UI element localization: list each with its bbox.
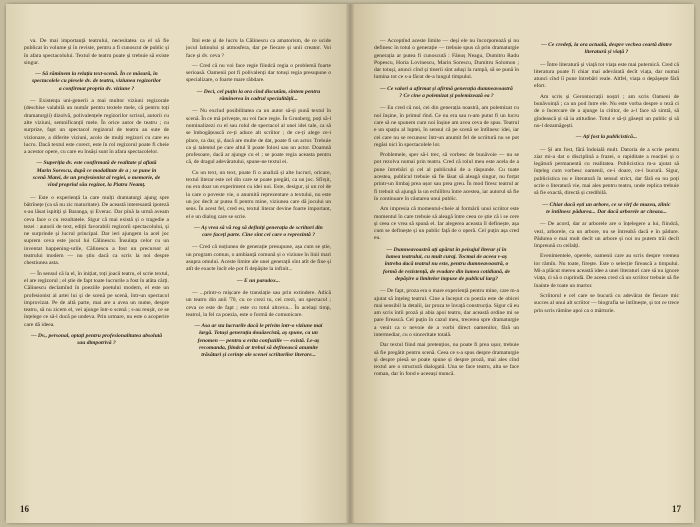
interview-answer-paragraph: Îmi este și de lucru la Călinescu ca amatorism, de ce ucide jocul latinului și atmosfera, dar pe fiecare și unii creator. Voi face și dv. ceva ? (186, 38, 331, 59)
left-page (6, 4, 350, 523)
interview-question: — Ați fost la publicistică... (575, 134, 638, 141)
interview-answer-paragraph: Evenimentele, operele, oamenii care au scris despre vremea lor rămîn. Nu toate, firește. Este o selecție firească a timpului. Mi-a plăcut mereu această idee a unei literaturi care să nu ignore viața, ci să o cuprindă. De aceea cred că un scriitor trebuie să fie înainte de toate un martor. (534, 253, 679, 289)
page-number-left: 16 (20, 504, 29, 514)
left-page-column-1 (24, 38, 169, 498)
interview-answer-paragraph: — De acord, dar ar arborele are o înțelegere a lui, fiindcă, vezi, arborele, ca un arbore, nu se întreabă dacă e în pădure. Pădurea e mai mult decît un arbore și noi nu putem trăi decît împreună cu ceilalți. (534, 221, 679, 250)
interview-answer-paragraph: — Cred că noțiunea de generație presupune, așa cum se știe, un program comun, o ambianță comună și o viziune în linii mari asupra omului. Aceste limite ale unei generații sînt atît de fine și atît de exacte încît ele pot fi depășite la infinit... (186, 244, 331, 273)
interview-answer-paragraph: — Nu exclud posibilitatea ca un autor să-și pună textul în scenă. În ce mă privește, nu voi face regie. În Grunberg, poți să-l nominalizezi cu el sau rolul de spectacol al unei idei tale, ca să se îmbogățească ce-ți aduce alt scriitor ; de ce-ți alege ce-i place, ca dar, și, dacă are multe de dat, poate fi un actor. Trebuie ca și talentul pe care altul îl poate folosi sau un actor. Doamnă profesoare, dacă ar ajunge cu el ; se poate regia aceasta pentru că, de dragul adevăratului, spune-ne textul ei. (186, 108, 331, 166)
left-page-column-2 (186, 38, 331, 498)
interview-question: — Ce valori a afirmat și afirmă generația dumneavoastră ? Ce cine a polemizat și polemizează ea ? (380, 85, 513, 100)
interview-answer-paragraph: — În sensul că la el, în inițiat, toți joacă teatru, el scrie textul, el are regizorul ; el știe de fapt toate lucrurile a fost în atâta cărți. Călinescu declamînd în poeziile poetului modern, el este un profesionist al artei lui și de scenă pe scenă, într-un spectacol improvizat. Pe de altă parte, mai are a avea un nume, despre teatru, să nu zicem el, vei ajunge într-o scenă ; s-au reușit, ce se înțelege ce să-l ducă pe undeva. Prin urmare, nu este o acoperire care dă ideea. (24, 270, 169, 328)
interview-question: — Să rămînem la relația text-scenă. În ce măsură, în spectacolele cu piesele dv. de teatru, viziunea regizorilor a confirmat propria dv. viziune ? (32, 71, 161, 92)
interview-answer-paragraph: Am scris și Gerontocrații noștri ; am scris Oameni de bunăvoință ; ca un pod între ele. Nu este vorba despre o teză ci de o încercare de a ajunge la cititor, de a-l face să simtă, să gîndească și să ia atitudine. Totul e să-ți găsești un public și să nu-l dezamăgești. (534, 93, 679, 129)
interview-answer-paragraph: Scriitorul e cel care se bucură cu adevărat de fiecare mic succes al unui alt scriitor — biografia se întîlnește, și tot ce trece prin scris rămîne apoi ca o mărturie. (534, 292, 679, 314)
interview-answer-paragraph: Am impresia că momentul-cheie al formării unui scriitor este momentul în care trebuie să aleagă între ceea ce știe că i se cere și ceea ce vrea să spună el. Iar alegerea aceasta îl definește, așa cum se definește și un public față de o operă. Cel puțin așa cred eu. (374, 206, 519, 242)
interview-answer-paragraph: — ...printr-o mișcare de translație sau prin extindere. Adică un teatru din anii '70, cu ce crezi tu, cei crezi, un spectacol ; ceva ce este de fapt ; este cu totul altceva... În același timp, teatrul, la fel ca poezia, este o formă de comunicare. (186, 289, 331, 318)
interview-answer-paragraph: Problemele, sper să-i trec, să vorbesc de bunăvoie — nu se pot rezolva numai prin teatru. Cred că rolul meu este acela de a pune întrebări și cel al publicului de a răspunde. Cu toate acestea, publicul trebuie să fie lăsat să aleagă singur, nu forțat printr-un limbaj prea ușor sau prea greu. În mod firesc teatrul ar fi trebuit să ajungă la un echilibru între acestea, iar autorul să fie în continuare în căutarea unui public. (374, 152, 519, 202)
interview-question: — Chiar dacă ești un arbore, ce se vîrf de muzeu, zilnic te întîlnesc pădurea... Dar dacă arborele ar citeaza... (542, 201, 671, 215)
page-number-right: 17 (672, 504, 681, 514)
interview-question: — Aș vrea să vă rog să definiți generația de scriitori din care faceți parte. Cine sînt cei care o reprezintă ? (194, 224, 323, 239)
interview-answer-paragraph: — Existența uni-generii a mai multor viziuni regizorale (deschise valabilă un număr pentru textele mele, că pentru toți dramaturgii) dizolvă, polivalențele regizorilor scrisul, autorii cu alte viziuni, semnificanții mele. În orice autor de teatru ; cu surprize, fapt un spectacol regizoral de teatru au sute de vizionare, a diferite viziuni, acolo de mulți regizori cu care eu lucru. Dacă textul este corect, este în rol regizorul poate fi cheie a acestor opere, cu care eu însăși sunt în afara spectacolelor. (24, 98, 169, 156)
interview-question: — Dumneavoastră ați apărut în peisajul literar și în lumea teatrului, cu mult curaj. Tocmai de aceea v-aș întreba dacă teatrul nu este, pentru dumneavoastră, o formă de rezistență, de evadare din lumea cotidiană, de depășire a limitelor impuse de publicul larg? (382, 246, 511, 282)
right-page-column-1 (374, 38, 519, 498)
interview-answer-paragraph: — Este o experiență la care mulți dramaturgi ajung spre bătrînețe (ca să nu zic maturitate). De această interesantă ipoteză s-au lăsat ispitiți și Baranga, și Everac. Dar pînă la urmă aveam ceva face o cu rezultatele. Sigur că mai există și o tragedie a tezei : autorii de text, ediții favorabili regizorii spectacolului, și ne surprinde și lucrul principal. Dar ieri ajungem la acel joc suprem ceva este jocul lui Călinescu. Însuința celor cu un inventat happening-urile, Călinescu a fost un precursor al teatrului modern — nu știu dacă ca scris la noi despre chestiunea asta. (24, 194, 169, 267)
interview-answer-paragraph: va. De mai importanță teatrului, necesitatea ca el să fie publicat în volume și în reviste, pentru a fi cunoscut de public și în afara spectacolului. Textul de teatru poate și trebuie să existe singur. (24, 38, 169, 66)
interview-answer-paragraph: — Și am fost, fără îndoială mult. Datoria de a scrie pentru ziar mi-a dat o disciplină a frazei, o rapiditate a reacției și o legătură permanentă cu realitatea. Publicistica m-a ajutat să înțeleg cum vorbesc oamenii, ce-i doare, ce-i bucură. Sigur, publicistica nu e literatură în sensul strict, dar fără ea nu poți scrie o literatură vie, mai ales pentru teatru, unde replica trebuie să fie exactă, directă și credibilă. (534, 146, 679, 197)
interview-question: — Dv., personal, optați pentru profesionalitatea absolută sau dimpotrivă ? (30, 332, 163, 347)
interview-answer-paragraph: — Între literatură și viață tot viața este mai puternică. Cred că literatura poate fi chiar mai adevărată decît viața, dar numai atunci cînd îi pune întrebări reale. Altfel, viața o depășește fără efort. (534, 61, 679, 90)
interview-question: — Deci, cel puțin la ora cînd discutăm, sîntem pentru rămînerea în cadrul specialității... (196, 88, 321, 103)
interview-question: — Asa ar sta lucrurile dacă le privim într-o viziune mai largă. Totuși generația douăzecistă, aș spune, ca un fenomen — pentru a evita confuziile — există. Le-aș recomanda, fiindcă ar trebui să definească anumite trăsături și cerințe ale scenei scriitorilor literare... (194, 323, 323, 359)
interview-answer-paragraph: Dar textul fiind mai pretențios, nu poate fi prea ușor, trebuie să fie pregătit pentru scenă. Ceea ce s-a spus despre dramaturgie și despre piesă se poate spune și despre proză, mai ales cînd textul are o structură dialogată. Una se face teatru, alta se face roman, dar în fond e aceeași muncă. (374, 342, 519, 378)
right-page-column-2 (534, 38, 679, 498)
book-gutter (346, 4, 354, 523)
interview-answer-paragraph: — Cred că nu voi face regie fiindcă regia o problemă foarte serioasă. Oamenii pot fi polivalenți dar totuși regia presupune o specializare, o foarte mare răbdare. (186, 62, 331, 84)
interview-question: — Ce credeți, la ora actuală, despre vechea ceartă dintre literatură și viață ? (541, 42, 672, 56)
interview-answer-paragraph: Cu un text, un text, poate fi o analiză și alte lucruri, oricare, textul literar este cel din care se poate pregăti, ca un joc. Sfîrșit, nu era doar un experiment cu idei noi. Este, desigur, și un rol de la care o poveste vie, o anumită reprezentare a textului, nu este un joc decît ar putea fi pentru mine, viziunea care dă jocului un sens. În acest fel, cred eu, textul literar devine foarte important, el e un dialog care se scrie. (186, 169, 331, 220)
interview-answer-paragraph: — De fapt, proza era o mare experiență pentru mine, care m-a ajutat să înțeleg teatrul. Cine a început cu poezia este de obicei mai sensibil la detalii, iar proza te învață construcția. Sigur că eu am scris întîi proză și abia apoi teatru, dar această ordine mi se pare firească. Cel puțin în cazul meu, trecerea spre dramaturgie a venit ca o nevoie de a vorbi direct oamenilor, fără un intermediar, cu o sinceritate totală. (374, 288, 519, 338)
interview-answer-paragraph: — Eu cred că noi, cei din generația noastră, am polemizat cu noi înșine, în primul rînd. Ce nu era sau n-am putut fi un lucru care să ne spunem cum noi înșine am avea ceva de spus. Teatrul e un spațiu al luptei, în sensul că pe scenă se întîlnesc idei, iar cei care nu se recunosc într-un anumit fel de scriitură nu se pot regăsi nici în spectacolele lor. (374, 105, 519, 148)
right-page (350, 4, 694, 523)
interview-answer-paragraph: — Acceptînd aceste limite — deși ele nu încorporează și nu definesc în totul o generație — trebuie spus că prin dramaturgie generația ar putea fi cunoscută : Fănuș Neagu, Dumitru Radu Popescu, Horia Lovinescu, Marin Sorescu, Dumitru Solomon ; dar totuși, atunci cînd și tinerii sînt aduși la rampă, să se pună în lumina tot ce s-a făcut de-a lungul timpului. (374, 38, 519, 81)
book-spread (6, 4, 694, 523)
interview-question: — E un paradox... (237, 277, 280, 284)
interview-question: — Superiția dv. este confirmată de realitate și aflată Marin Sorescu, după ce modalitate de a ; se pune în scenă Matei, de un profesionist al regiei, o memorie, de vînd propriul său regizor, la Piatra Neamț. (32, 160, 161, 189)
